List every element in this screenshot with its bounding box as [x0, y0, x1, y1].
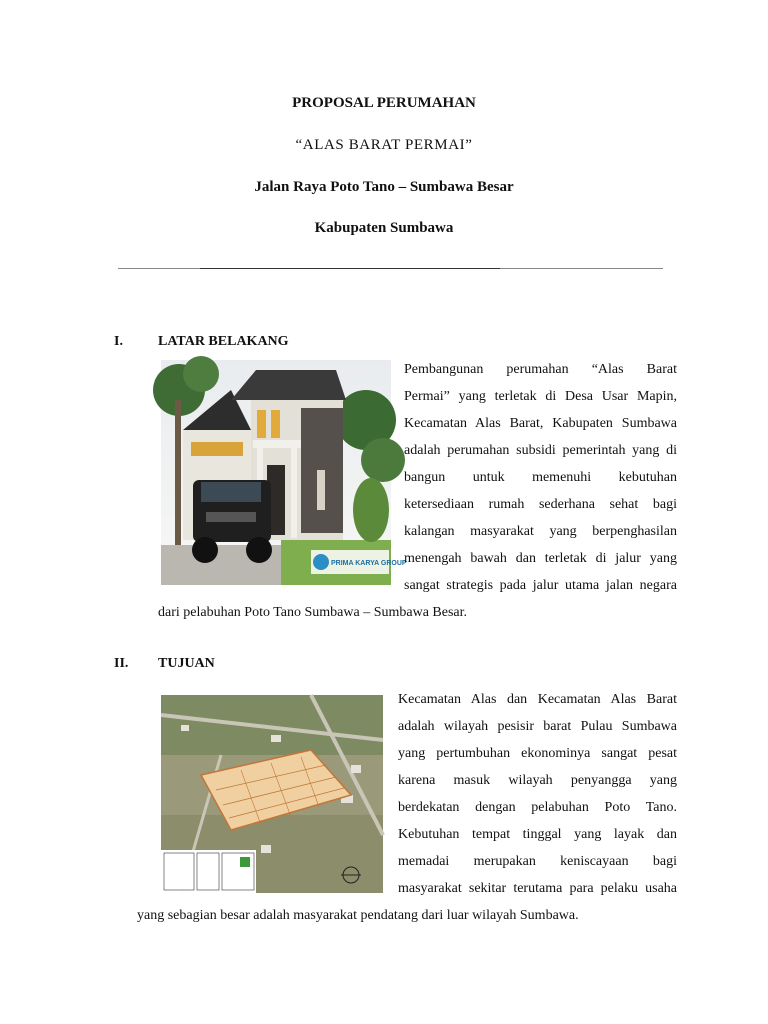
section-number: I.: [114, 334, 123, 349]
paragraph-line: Pembangunan perumahan “Alas Barat: [404, 362, 677, 377]
section-title-latar-belakang: LATAR BELAKANG: [158, 334, 289, 349]
paragraph-line: berdekatan dengan pelabuhan Poto Tano.: [398, 800, 677, 815]
project-address: Jalan Raya Poto Tano – Sumbawa Besar: [254, 179, 514, 195]
paragraph-line-tail: yang sebagian besar adalah masyarakat pendatang dari luar wilayah Sumbawa.: [137, 908, 579, 923]
section-title-tujuan: TUJUAN: [158, 656, 215, 671]
document-title: PROPOSAL PERUMAHAN: [292, 95, 476, 111]
paragraph-line: Kebutuhan tempat tinggal yang layak dan: [398, 827, 677, 842]
paragraph-line: kalangan masyarakat yang berpenghasilan: [404, 524, 677, 539]
logo-text: PRIMA KARYA GROUP: [331, 560, 407, 567]
house-photo-icon: [161, 360, 407, 585]
project-region: Kabupaten Sumbawa: [314, 220, 454, 236]
paragraph-line: bangun untuk memenuhi kebutuhan: [404, 470, 677, 485]
project-name: “ALAS BARAT PERMAI”: [295, 137, 473, 153]
paragraph-line: Kecamatan Alas dan Kecamatan Alas Barat: [398, 692, 677, 707]
paragraph-line: adalah wilayah pesisir barat Pulau Sumbawa: [398, 719, 677, 734]
paragraph-line: masyarakat sekitar terutama para pelaku usaha: [398, 881, 677, 896]
paragraph-line: Permai” yang terletak di Desa Usar Mapin,: [404, 389, 677, 404]
site-plan-map-icon: [161, 695, 383, 893]
paragraph-line: Kecamatan Alas Barat, Kabupaten Sumbawa: [404, 416, 677, 431]
paragraph-line: yang pertumbuhan ekonominya sangat pesat: [398, 746, 677, 761]
paragraph-line: memadai merupakan keniscayaan bagi: [398, 854, 677, 869]
paragraph-line: sangat strategis pada jalur utama jalan negara: [404, 578, 677, 593]
paragraph-line-tail: dari pelabuhan Poto Tano Sumbawa – Sumbawa Besar.: [158, 605, 468, 620]
header-divider-accent: [200, 268, 500, 269]
paragraph-line: karena masuk wilayah penyangga yang: [398, 773, 677, 788]
paragraph-line: menengah bawah dan terletak di jalur yang: [404, 551, 677, 566]
section-number: II.: [114, 656, 129, 671]
paragraph-line: adalah perumahan subsidi pemerintah yang di: [404, 443, 677, 458]
paragraph-line: ketersediaan rumah sederhana sehat bagi: [404, 497, 677, 512]
